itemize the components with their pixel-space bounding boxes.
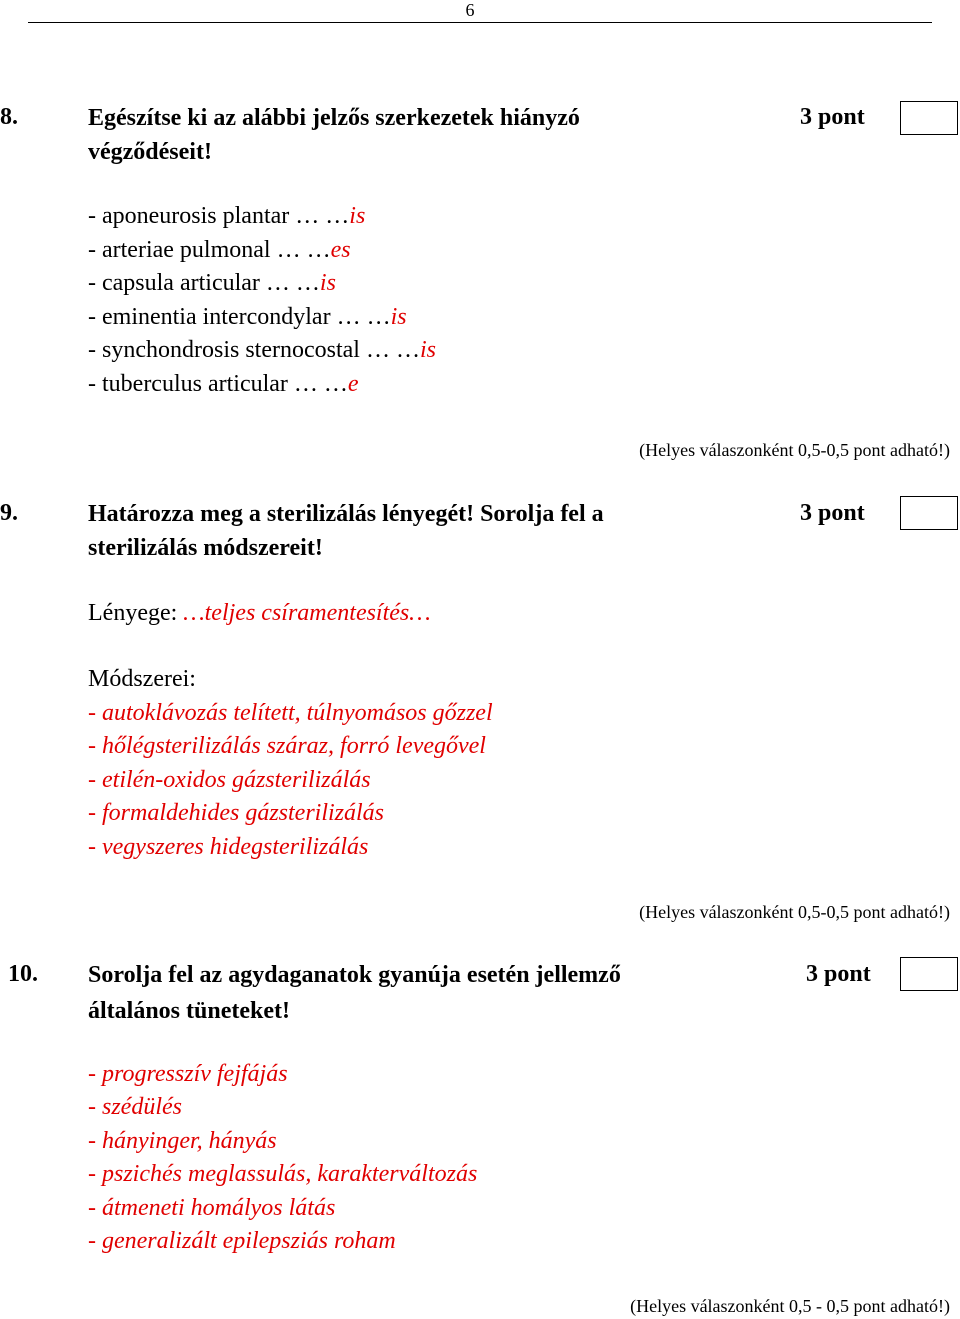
q10-answer-item: - átmeneti homályos látás bbox=[88, 1195, 336, 1221]
q8-item-stem: - capsula articular bbox=[88, 270, 260, 296]
q8-item bbox=[88, 337, 436, 364]
q8-item-ending: is bbox=[390, 304, 407, 330]
q9-essence-label: Lényege: bbox=[88, 600, 178, 626]
q8-line1: Egészítse ki az alábbi jelzős szerkezetek hiányzó bbox=[88, 105, 580, 131]
q10-answer-item: - pszichés meglassulás, karakterváltozás bbox=[88, 1161, 478, 1187]
q8-item-gap: … … bbox=[336, 304, 391, 330]
q10-points: 3 pont bbox=[806, 961, 871, 987]
q8-item-ending: is bbox=[319, 270, 336, 296]
q8-item bbox=[88, 304, 407, 331]
q9-line2: sterilizálás módszereit! bbox=[88, 535, 323, 561]
q8-score-box[interactable] bbox=[900, 101, 958, 135]
q9-line1: Határozza meg a sterilizálás lényegét! Sorolja fel a bbox=[88, 501, 604, 527]
q9-essence bbox=[88, 600, 431, 627]
q8-item-gap: … … bbox=[295, 203, 350, 229]
header-rule bbox=[28, 22, 932, 23]
q10-answer-item: - szédülés bbox=[88, 1094, 182, 1120]
q10-answer-item: - hányinger, hányás bbox=[88, 1128, 277, 1154]
q8-number: 8. bbox=[0, 104, 18, 130]
q10-answer-item: - progresszív fejfájás bbox=[88, 1061, 288, 1087]
q10-answer-item: - generalizált epilepsziás roham bbox=[88, 1228, 396, 1254]
page-number: 6 bbox=[465, 0, 475, 20]
q10-line1: Sorolja fel az agydaganatok gyanúja esetén jellemző bbox=[88, 962, 621, 988]
q9-method-item: - formaldehides gázsterilizálás bbox=[88, 800, 385, 826]
q9-method-item: - hőlégsterilizálás száraz, forró levegővel bbox=[88, 733, 486, 759]
q8-item-stem: - aponeurosis plantar bbox=[88, 203, 290, 229]
q8-item bbox=[88, 203, 365, 230]
q8-item-ending: is bbox=[349, 203, 366, 229]
q9-score-box[interactable] bbox=[900, 496, 958, 530]
q8-points: 3 pont bbox=[800, 104, 865, 130]
q8-item-ending: is bbox=[419, 337, 436, 363]
q8-scoring-note: (Helyes válaszonként 0,5-0,5 pont adható!) bbox=[639, 440, 950, 460]
q9-scoring-note: (Helyes válaszonként 0,5-0,5 pont adható!) bbox=[639, 902, 950, 922]
q8-item bbox=[88, 270, 336, 297]
q9-method-item: - vegyszeres hidegsterilizálás bbox=[88, 834, 369, 860]
q10-scoring-note: (Helyes válaszonként 0,5 - 0,5 pont adható!) bbox=[630, 1296, 950, 1316]
q8-item-gap: … … bbox=[365, 337, 420, 363]
q8-item-stem: - eminentia intercondylar bbox=[88, 304, 331, 330]
q8-item bbox=[88, 371, 359, 398]
q10-number: 10. bbox=[8, 961, 38, 987]
q8-item-ending: es bbox=[330, 237, 351, 263]
q9-methods-label: Módszerei: bbox=[88, 666, 196, 692]
q8-item bbox=[88, 237, 351, 264]
q8-item-gap: … … bbox=[276, 237, 331, 263]
q10-score-box[interactable] bbox=[900, 957, 958, 991]
q9-number: 9. bbox=[0, 500, 18, 526]
q8-item-ending: e bbox=[347, 371, 359, 397]
q8-item-stem: - tuberculus articular bbox=[88, 371, 288, 397]
q9-points: 3 pont bbox=[800, 500, 865, 526]
q8-item-gap: … … bbox=[265, 270, 320, 296]
q9-essence-answer: …teljes csíramentesítés… bbox=[183, 600, 431, 626]
q9-method-item: - autoklávozás telített, túlnyomásos gőzzel bbox=[88, 700, 493, 726]
q10-line2: általános tüneteket! bbox=[88, 998, 290, 1024]
q8-item-stem: - arteriae pulmonal bbox=[88, 237, 271, 263]
q8-line2: végződéseit! bbox=[88, 139, 212, 165]
q9-method-item: - etilén-oxidos gázsterilizálás bbox=[88, 767, 371, 793]
q8-item-stem: - synchondrosis sternocostal bbox=[88, 337, 360, 363]
q8-item-gap: … … bbox=[293, 371, 348, 397]
